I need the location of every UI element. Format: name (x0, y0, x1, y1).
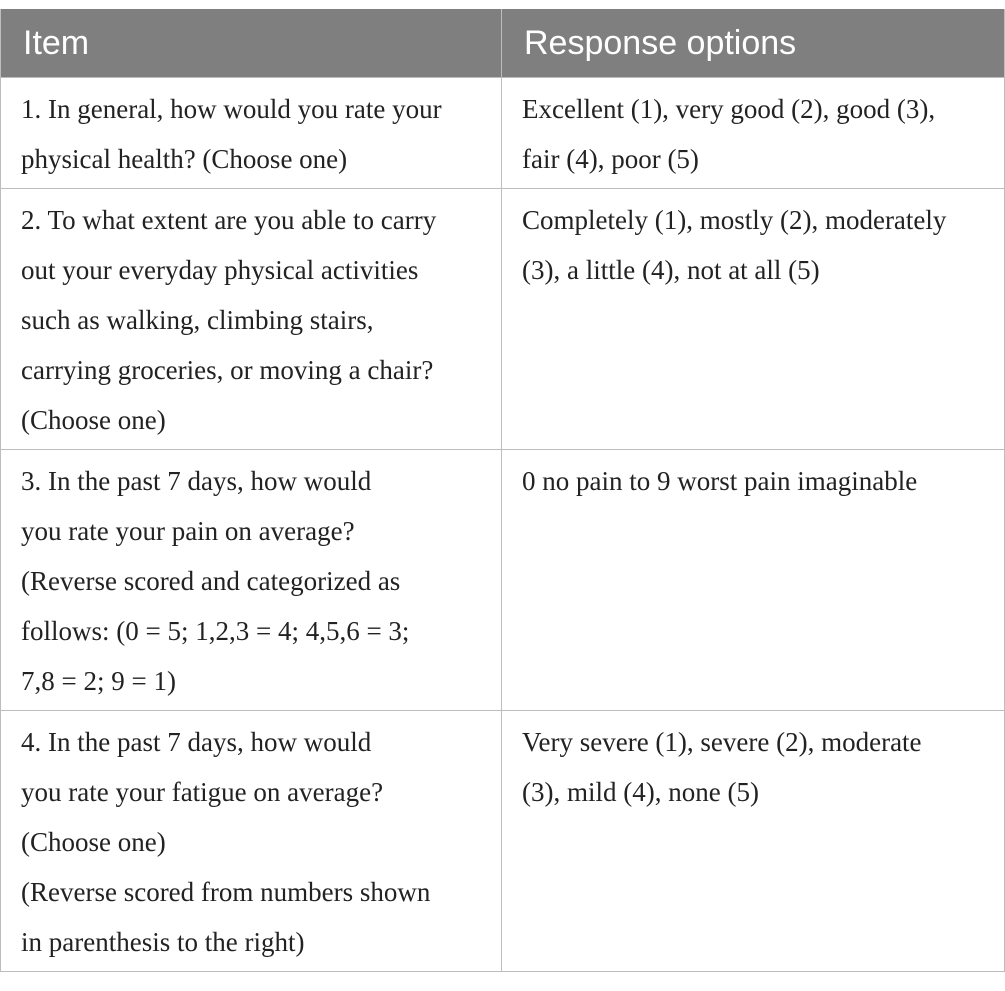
header-item: Item (1, 9, 502, 78)
table-row (1, 450, 1005, 711)
table-body (1, 78, 1005, 972)
item-cell: 3. In the past 7 days, how would you rate your pain on average? (Reverse scored and categorized as follows: (0 = 5; 1,2,3 = 4; 4,5,6 = 3; 7,8 = 2; 9 = 1) (1, 450, 502, 711)
response-cell: 0 no pain to 9 worst pain imaginable (502, 450, 1005, 711)
response-cell: Completely (1), mostly (2), moderately (3), a little (4), not at all (5) (502, 189, 1005, 450)
header-row (1, 9, 1005, 78)
table-row (1, 189, 1005, 450)
response-cell: Very severe (1), severe (2), moderate (3), mild (4), none (5) (502, 711, 1005, 972)
questionnaire-table (0, 9, 1005, 972)
response-cell: Excellent (1), very good (2), good (3), fair (4), poor (5) (502, 78, 1005, 189)
table-header (1, 9, 1005, 78)
item-cell: 1. In general, how would you rate your physical health? (Choose one) (1, 78, 502, 189)
table-row (1, 711, 1005, 972)
table-row (1, 78, 1005, 189)
item-cell: 4. In the past 7 days, how would you rate your fatigue on average? (Choose one) (Reverse scored from numbers shown in parenthesis to the right) (1, 711, 502, 972)
item-cell: 2. To what extent are you able to carry out your everyday physical activities such as walking, climbing stairs, carrying groceries, or moving a chair? (Choose one) (1, 189, 502, 450)
header-response-options: Response options (502, 9, 1005, 78)
